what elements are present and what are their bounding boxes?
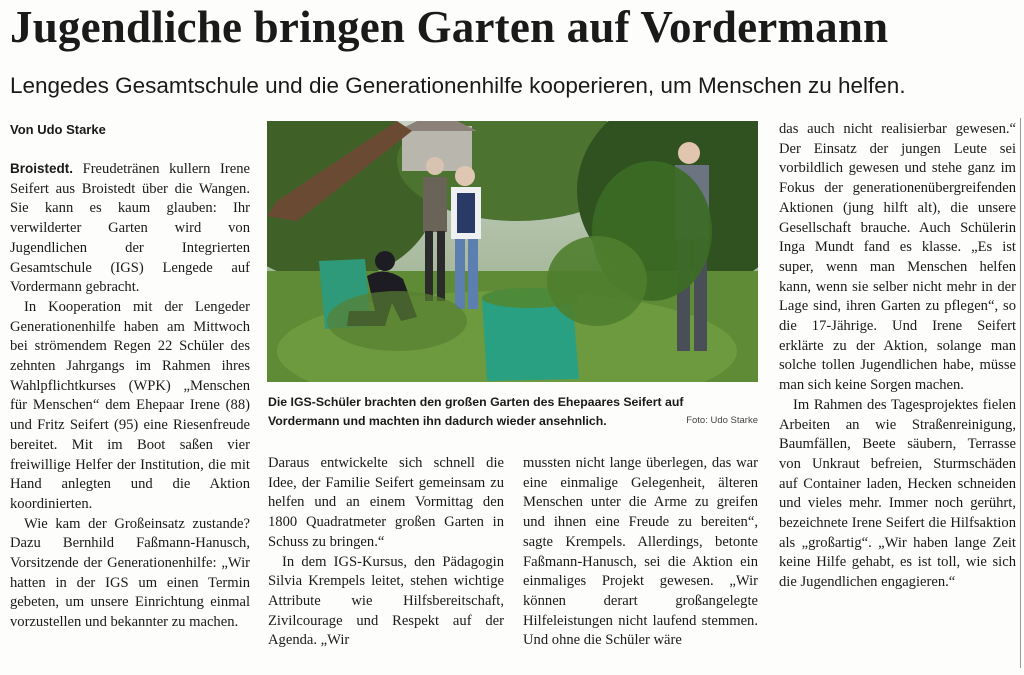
text-column-3 <box>523 454 758 651</box>
paragraph <box>10 159 250 298</box>
headline: Jugendliche bringen Garten auf Vordermann <box>10 2 889 52</box>
garden-photo-illustration <box>267 121 758 382</box>
paragraph: Wie kam der Großeinsatz zustande? Dazu Bernhild Faßmann-Hanusch, Vorsitzende der Generationenhilfe: „Wir hatten in der IGS um einen Termin gebeten, um unsere Einrichtung einmal vorzustellen und bekannter zu machen. <box>10 515 250 631</box>
paragraph: mussten nicht lange überlegen, das war eine einmalige Gelegenheit, älteren Menschen unter die Arme zu greifen und ihnen eine Freude zu bereiten“, sagte Krempels. Allerdings, betonte Faßmann-Hanusch, sei die Aktion ein einmaliges Projekt gewesen. „Wir können derart großangelegte Hilfeleistungen nicht laufend stemmen. Und ohne die Schüler wäre <box>523 455 758 649</box>
paragraph: In dem IGS-Kursus, den Pädagogin Silvia Krempels leitet, stehen wichtige Attribute wie Hilfsbereitschaft, Zivilcourage und Respekt auf der Agenda. „Wir <box>268 553 504 649</box>
paragraph: das auch nicht realisierbar gewesen.“ Der Einsatz der jungen Leute sei vorbildlich gewesen und stehe ganz im Fokus der generationenübergreifenden Aktionen (jung hilft alt), die unsere Gesellschaft brauche. Auch Schülerin Inga Mundt fand es klasse. „Es ist super, wenn man Menschen helfen kann, wenn sie selber nicht mehr in der Lage sind, ihren Garten zu pflegen“, so die 17-Jährige. Und Irene Seifert erklärte zu der Aktion, solange man solche tollen Jugendlichen habe, müsse man sich keine Sorgen machen. <box>779 121 1016 394</box>
paragraph: Daraus entwickelte sich schnell die Idee, der Familie Seifert gemeinsam zu helfen und an einem Vormittag den 1800 Quadratmeter großen Garten in Schuss zu bringen.“ <box>268 455 504 550</box>
dateline: Broistedt. <box>10 161 74 176</box>
article-photo <box>267 121 758 382</box>
text-column-1 <box>10 159 250 633</box>
photo-caption: Die IGS-Schüler brachten den großen Garten des Ehepaares Seifert auf Vordermann und machten ihn dadurch wieder ansehnlich. <box>268 395 684 428</box>
column-rule <box>1020 118 1021 668</box>
byline: Von Udo Starke <box>10 122 106 137</box>
paragraph: In Kooperation mit der Lengeder Generationenhilfe haben am Mittwoch bei strömendem Regen 22 Schüler des zehnten Jahrgangs im Rahmen ihres Wahlpflichtkurses (WPK) „Menschen für Menschen“ dem Ehepaar Irene (88) und Fritz Seifert (95) eine Riesenfreude bereitet. Mit im Boot saßen vier freiwillige Helfer der Institution, die mit Hand anlegten und die Aktion koordinierten. <box>10 298 250 512</box>
subheadline: Lengedes Gesamtschule und die Generationenhilfe kooperieren, um Menschen zu helfen. <box>10 73 906 98</box>
paragraph-text: Freudetränen kullern Irene Seifert aus Broistedt über die Wangen. Sie kann es kaum glauben: Ihr verwilderter Garten wird von Jugendlichen der Integrierten Gesamtschule (IGS) Lengede auf Vordermann gebracht. <box>10 161 250 296</box>
photo-credit: Foto: Udo Starke <box>686 415 758 426</box>
text-column-2 <box>268 454 504 651</box>
paragraph: Im Rahmen des Tagesprojektes fielen Arbeiten an wie Straßenreinigung, Baumfällen, Beete säubern, Terrasse von Unkraut befreien, Sturmschäden auf Container laden, Hecken schneiden und vieles mehr. Immer noch gerührt, bezeichnete Irene Seifert die Hilfsaktion als „großartig“. „Wir haben lange Zeit keine Hilfe gehabt, es ist toll, wie sich die Jugendlichen engagieren.“ <box>779 396 1016 591</box>
text-column-4 <box>779 120 1016 593</box>
